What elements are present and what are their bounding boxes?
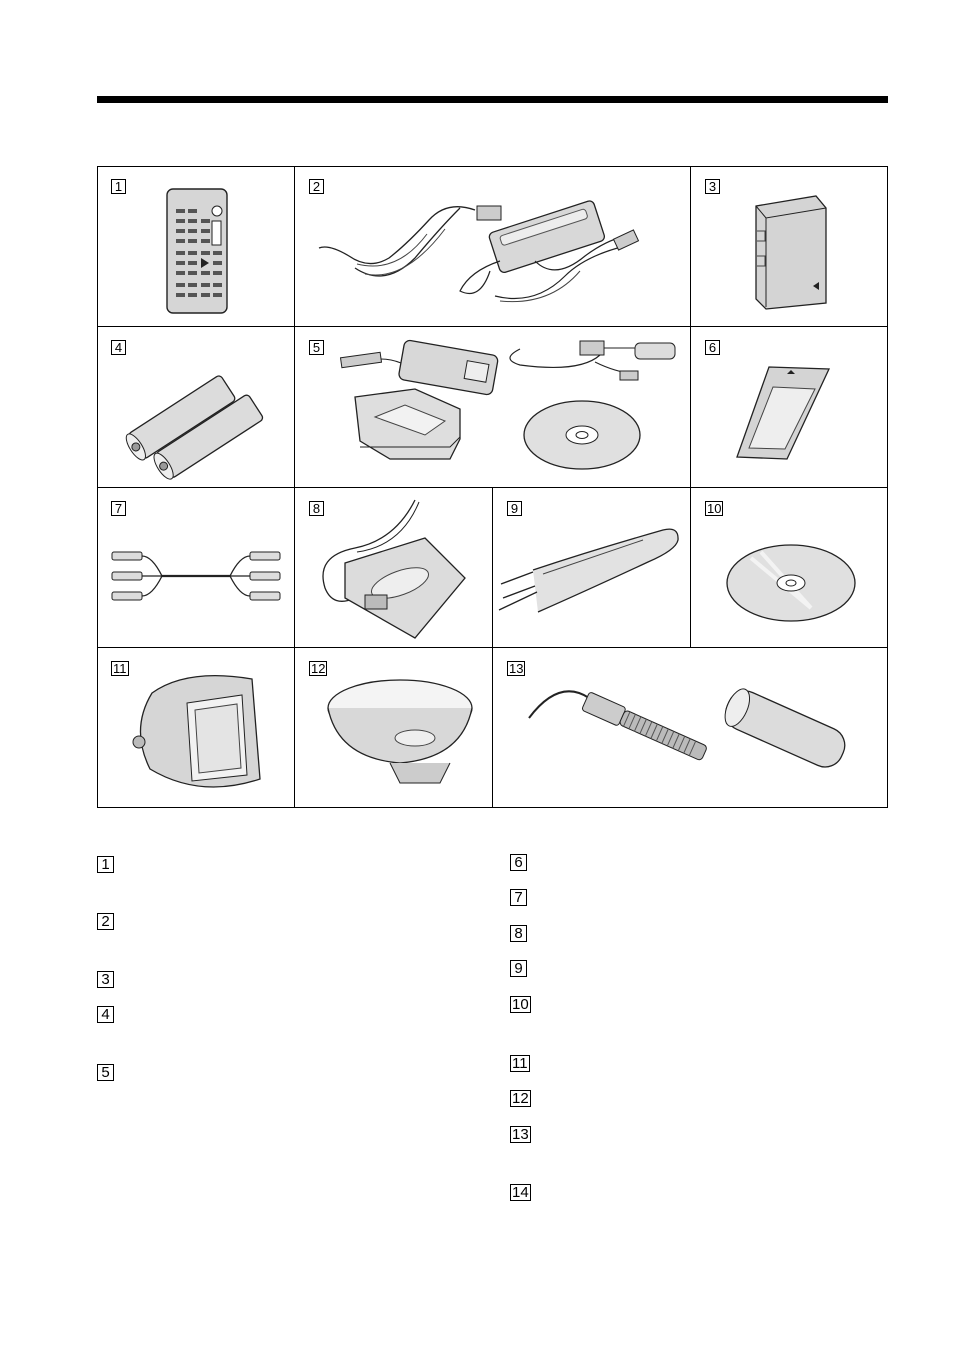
cell-memory-stick xyxy=(691,327,888,488)
accessory-grid xyxy=(97,166,888,808)
usb-kit-icon xyxy=(295,327,691,488)
list-number: 5 xyxy=(97,1064,114,1081)
item-number: 11 xyxy=(113,661,127,676)
cell-shoulder-strap xyxy=(493,488,691,648)
list-number: 14 xyxy=(512,1184,529,1201)
shoulder-strap-icon xyxy=(493,488,691,648)
cell-eyecup xyxy=(295,648,493,808)
list-number: 8 xyxy=(510,925,527,942)
item-number: 3 xyxy=(705,179,720,194)
cell-remote-control xyxy=(97,166,295,327)
cell-ac-adaptor xyxy=(295,166,691,327)
item-number: 9 xyxy=(507,501,522,516)
cell-battery-pack xyxy=(691,166,888,327)
list-number: 9 xyxy=(510,960,527,977)
cell-cd-rom xyxy=(691,488,888,648)
item-number: 10 xyxy=(707,501,722,516)
list-number: 10 xyxy=(512,996,529,1013)
ac-adaptor-icon xyxy=(295,166,691,327)
list-number: 1 xyxy=(97,856,114,873)
item-number: 6 xyxy=(705,340,720,355)
cell-aa-batteries xyxy=(97,327,295,488)
cell-av-cable xyxy=(97,488,295,648)
cd-rom-icon xyxy=(691,488,888,648)
item-number: 8 xyxy=(309,501,324,516)
list-number: 12 xyxy=(512,1090,529,1107)
list-number: 13 xyxy=(512,1126,529,1143)
cell-stand xyxy=(295,488,493,648)
stand-with-strap-icon xyxy=(295,488,493,648)
item-number: 12 xyxy=(311,661,326,676)
item-number: 2 xyxy=(309,179,324,194)
eyecup-icon xyxy=(295,648,493,808)
lens-hood-icon xyxy=(97,648,295,808)
item-number: 5 xyxy=(309,340,324,355)
battery-pack-icon xyxy=(691,166,888,327)
av-cable-icon xyxy=(97,488,295,648)
memory-stick-icon xyxy=(691,327,888,488)
item-number: 1 xyxy=(111,179,126,194)
item-number: 4 xyxy=(111,340,126,355)
item-number: 7 xyxy=(111,501,126,516)
list-number: 11 xyxy=(512,1055,528,1072)
list-number: 2 xyxy=(97,913,114,930)
remote-control-icon xyxy=(97,166,295,327)
list-number: 3 xyxy=(97,971,114,988)
item-number: 13 xyxy=(509,661,524,676)
list-number: 6 xyxy=(510,854,527,871)
cell-lens-hood xyxy=(97,648,295,808)
cell-microphone xyxy=(493,648,888,808)
top-rule xyxy=(97,96,888,103)
microphone-with-windscreen-icon xyxy=(493,648,888,808)
aa-batteries-icon xyxy=(97,327,295,488)
list-number: 7 xyxy=(510,889,527,906)
cell-usb-kit xyxy=(295,327,691,488)
list-number: 4 xyxy=(97,1006,114,1023)
